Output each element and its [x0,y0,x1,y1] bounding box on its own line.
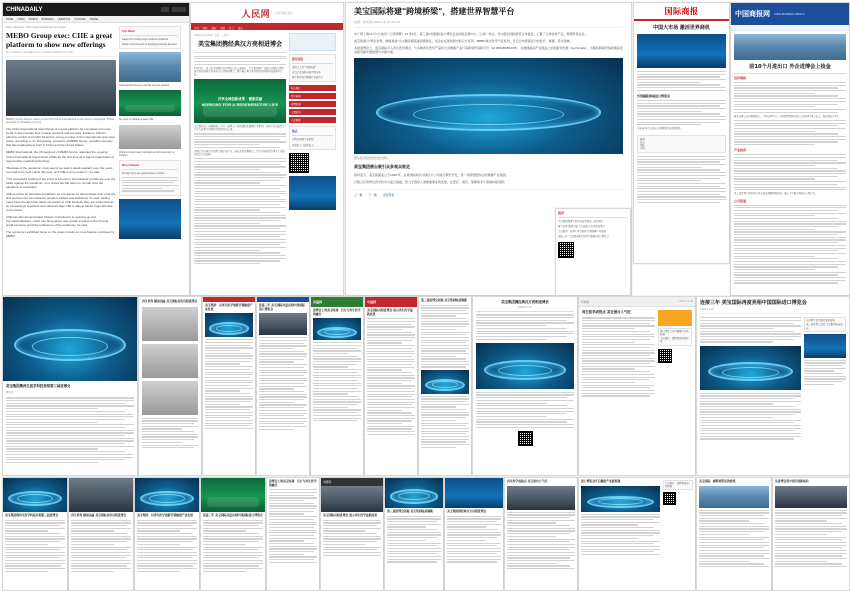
thumb-title[interactable]: 连接三年 美宝国际再度亮相中国国际进口博览会 [259,303,305,311]
byline: 2020-11-09 [700,308,846,314]
paragraph: "The successful holding of the event is a boost to international confidence over the battle against the pandemic, so it shows life will return to normal once the pandemic is controlled." [6,176,116,189]
site-logo: 中国网 [323,481,331,484]
thumb-title[interactable]: 第三届进博会闭幕 美宝集团收获满满 [421,298,467,302]
article-photo [637,34,726,68]
paragraph: 美宝集团是一家集科研、生产、销售于一体的国际化健康产业集团，自创立以来始终专注于人体再生复原科学的研究与应用。 [194,125,285,132]
paragraph-filler [507,512,575,570]
breadcrumb: 2020年11月09日 来源：人民网 [194,34,229,37]
paragraph: 美宝集团以"再生世界、健康美丽"为主题亮相高端消费展区，该企业在现场展出的汉方系列、MEBO再生医学产品系列，开启合作经销活力的医疗、健康、养生领域。 [354,38,573,43]
nav-item[interactable]: CHINA [17,17,25,21]
paragraph: CIIE has also demonstrated China's commitment to opening-up and internationalization, which can bring about new growth impetus to the thriving world economy amid the turbulence of the pandemic, he said. [6,215,109,228]
paragraph: The economy's exhibited focus on the areas include its more feature continues by MEBO. [6,230,115,239]
article-card-renders[interactable] [138,296,202,476]
article-card-r2-orange[interactable] [578,296,696,476]
site-logo: 中国网 [367,300,377,304]
page-title: 连接三年 美宝国际再度亮相中国国际进口博览会 [700,300,807,306]
sidebar-link[interactable]: 美宝集团携再生医学科技亮相第三届进博会 [558,220,604,223]
page-title: 美宝国际将建"跨境桥梁"，搭建世界智慧平台 [354,7,515,16]
paragraph-filler [142,418,198,449]
article-photo [259,313,307,335]
paragraph: 第三届进博会按年累计意向成交规模再创新高，展示了中国市场的巨大吸引力。 [734,192,818,196]
thumb-title[interactable]: 美宝集团：以再生医学创新引领健康产业发展 [137,513,193,517]
render-photo [142,344,198,378]
thumb-title[interactable]: 进口博览会开启健康产业新机遇 [581,479,621,483]
paragraph-filler [637,100,726,125]
article-photo [201,478,265,512]
sidebar-promo-photo[interactable] [289,176,336,210]
qr-code [289,153,309,173]
thumb-title[interactable]: 美宝集团：以再生医学创新引领健康产业发展 [205,303,253,311]
article-photo [321,486,383,512]
article-photo [734,34,846,60]
paragraph-filler [582,317,655,396]
paragraph: The China International Import Expo is a great platform for companies from the world to demonstrate their newest products and services, thanks to China's effective control of COVID-19 and its strong promise to the international open-door policy, according to Xu Rongxiang, president of MEBO Group, a health company that has headquarters both in China and the United States. [6,127,116,148]
thumb-card-9[interactable] [504,477,578,591]
article-card-r2-e[interactable] [418,296,472,476]
paragraph-filler [194,158,286,264]
sidebar-promo-photo[interactable] [119,199,181,239]
paragraph-filler [205,339,253,429]
nav-item[interactable]: 财经 [220,26,226,30]
paragraph-filler [421,396,469,448]
section-heading: 产业纵深 [734,148,747,153]
paragraph: 资料显示，美宝集团成立于1987年，在原国际知名中国汉方公司进行研究开发，是一家跨国型综合的健康产业集团。 [354,172,509,177]
thumb-card-2[interactable] [68,477,134,591]
paragraph-filler [581,514,660,556]
thumb-title[interactable]: 美宝国际：做跨境贸易的桥梁 [699,479,736,483]
thumb-card-11[interactable] [696,477,772,591]
thumb-title[interactable]: 进博会上的美宝时刻：汉方与再生医学的融合 [269,479,317,487]
sidebar-heading: Top News [122,29,136,33]
paragraph-filler [476,314,574,339]
paragraph-filler [259,337,307,430]
nav-item[interactable]: BUSINESS [41,17,54,21]
thumb-title[interactable]: 从进博会看中国开放新格局 [775,479,809,483]
thumb-title[interactable]: 美宝集团携再生医学科技亮相第三届进博会 [6,384,71,388]
paragraph: 今年前10个月进出口规模创历史同期新高 [637,127,681,131]
thumb-title[interactable]: 再生世界 健康美丽 美宝国际首次亮相进博会 [71,513,127,517]
paragraph-filler [71,520,131,572]
sidebar-list[interactable] [804,317,846,331]
paragraph-filler [137,520,197,572]
sidebar-ad[interactable] [658,310,692,326]
banner-text: 共享全球创新成果 · 健康美丽 [217,96,263,101]
chinanews-masthead [731,3,849,25]
thumb-title[interactable]: 美宝国际亮相进博会 展示再生医学最新成果 [367,308,413,316]
nav-item[interactable]: 首页 [194,26,199,30]
sidebar-hot[interactable] [289,126,336,149]
sidebar-link[interactable]: 消费升级催生新供给 [292,138,314,142]
paragraph-filler [421,305,469,368]
section-heading: 公司报道 [734,198,747,203]
sidebar-heading: 推荐阅读 [292,57,304,61]
sidebar-button[interactable]: 专题策划 [289,109,336,115]
sidebar-button[interactable]: 热点排行 [289,85,336,91]
render-photo [142,307,198,341]
article-photo [69,478,133,512]
pager-prev[interactable]: 上一篇 [354,192,363,197]
guojishangbao-logo: 国际商报 [664,6,699,16]
thumb-card-7[interactable] [384,477,444,591]
sidebar-photo[interactable] [119,125,181,149]
thumb-title[interactable]: 美宝集团携经典汉方亮相进博会 [447,509,487,513]
paragraph-filler [700,393,801,440]
paragraph-filler [447,516,501,563]
people-logo-sub: 人民日报社主办 [274,12,293,15]
thumb-title[interactable]: 连接三年 美宝国际再度亮相中国国际进口博览会 [203,513,263,517]
thumb-title[interactable]: 第三届进博会闭幕 美宝集团收获满满 [387,509,433,513]
paragraph: 海关总署公布的数据显示，今年前10个月，我国货物贸易进出口总值25.95万亿元，同比增长1.1%。 [734,114,841,118]
sidebar-button[interactable]: 人民健康 [289,117,336,123]
article-photo-expo-booth [700,346,801,390]
sidebar-link[interactable]: 进口博览会开启健康产业新机遇 [660,330,689,337]
article-photo [6,60,116,116]
nav-item[interactable]: WORLD [28,17,38,21]
sidebar-recommend[interactable] [289,54,336,82]
sidebar-ad[interactable] [289,33,336,51]
paragraph-filler [804,360,846,385]
section-heading: 经济观察 [734,76,747,80]
thumb-card-8[interactable] [444,477,504,591]
paragraph: 以整合应用再生医学技术为复合基础，致力于推动人类健康事业的发展，在医疗、美容、保健等多个领域持续创新。 [354,179,508,184]
sidebar-link[interactable]: Nation to be focused on boosting domestic demand [122,43,177,47]
section-subheading: 美宝集团展台吸引众多观众驻足 [354,163,410,169]
site-logo: 凤凰网 [313,300,323,304]
sidebar-link[interactable]: 从进博会看中国开放新格局 [806,319,835,323]
article-photo [385,478,443,508]
thumb-date: 2020-11-08 [679,300,693,303]
sidebar-link[interactable]: Gaps of 37 cutting-edge vaccines produced [122,38,169,41]
sidebar-link[interactable]: 进博会上的"中国机遇" [292,66,316,69]
nav-item[interactable]: 国际 [211,26,217,30]
people-masthead [191,3,343,25]
section-link[interactable]: 国际 [640,143,645,147]
thumb-card-4[interactable] [200,477,266,591]
page-title: 美宝集团携经典汉方亮相进博会 [197,41,282,48]
paragraph-filler [734,82,846,113]
section-link[interactable]: 综合 [640,140,645,144]
paragraph-filler [637,156,726,203]
sidebar-most-viewed[interactable] [119,160,181,196]
article-photo [445,478,503,508]
pager-next[interactable]: 下一篇 [368,192,377,197]
site-logo: 环球网 [581,300,589,304]
sidebar-link[interactable]: 美宝国际：做跨境贸易的桥梁 [660,337,689,344]
sidebar-top-news[interactable] [119,26,181,49]
nav-item[interactable]: 时政 [202,26,208,30]
thumb-title[interactable]: 再生医学成热点 美宝展台人气旺 [507,479,548,483]
sidebar-button-list[interactable] [289,85,336,123]
sidebar-link[interactable]: 再生医学成为健康产业新风口 [292,76,324,80]
sidebar-link[interactable]: Foreign firms see opportunities in China [122,171,165,175]
header-ad-slot [161,7,169,12]
paragraph: MEBO International, the US segment of MEBO Group, attended the ongoing China International Import Expo (CIIE) for the first time as a signal organization of regenerative medical technology. [6,150,115,163]
article-photo [775,486,847,508]
qr-code [658,349,672,363]
paragraph-filler [734,205,846,284]
thumb-source: 搜狐网 [6,391,14,395]
paragraph: "Because of the pandemic, most teams we said in detail regularly over the years now had to be held online this year, and CIIE is an exception," Xu said. [6,165,113,174]
banner-text-en: WORKING FOR A REGENERATIVE LIFE [201,102,279,107]
chinanews-logo: 中国商报网 [735,10,770,18]
chinadaily-nav[interactable] [3,16,189,23]
sidebar-link[interactable]: 连接三年 美宝国际再度亮相中国国际进口博览会 [558,235,609,239]
sidebar-heading: 推荐 [558,211,565,215]
sidebar-list[interactable] [658,328,692,346]
article-card-chinadaily[interactable] [2,2,190,296]
paragraph-filler [387,516,441,563]
sidebar-sections[interactable] [637,135,726,154]
article-photo [135,478,199,512]
sidebar-photo[interactable] [119,52,181,82]
qr-code [518,431,533,446]
paragraph: 进博会为全球企业提供了展示新产品、新技术的重要窗口，也为中国消费者带来了更加丰富多元的选择。 [194,150,285,157]
sidebar-filler [122,177,178,192]
sidebar-heading: 热点 [292,129,298,134]
paragraph-filler [367,318,415,435]
paragraph-filler [323,520,381,556]
sidebar-link[interactable]: 第三届进博会闭幕 美宝集团收获满满 [806,323,843,330]
article-card-r2-a[interactable] [202,296,256,476]
lead-paragraph-filler [194,56,286,65]
paragraph-filler [734,154,846,190]
sidebar-heading: Most Viewed [122,162,139,167]
paragraph: 11月5日，第三届中国国际进口博览会在上海举行。美宝集团旗下美国美宝国际以再生医学科技创新企业身份首次亮相进博会，集中展示再生医学领域的创新科技成果与产品。 [194,66,285,76]
thumb-card-5[interactable] [266,477,320,591]
sidebar-link[interactable]: Six cups of multiple at least CIIE [119,118,154,122]
article-photo-expo-booth [3,297,137,381]
page-title: 中国大市场 激活世界商机 [653,25,710,31]
breadcrumb[interactable]: Home / Business / Third China International Import Expo [6,26,66,29]
article-card-guojishangbao[interactable] [633,2,730,264]
nav-item[interactable]: CULTURE [74,17,86,21]
chinadaily-masthead [3,3,189,16]
nav-item[interactable]: HOME [6,17,14,21]
article-card-r2-right[interactable] [696,296,850,476]
sidebar-button[interactable]: 图片新闻 [289,93,336,99]
sidebar-link[interactable]: 外资企业加码布局中国市场 [292,71,321,75]
nav-item[interactable]: 社会 [229,26,234,30]
qr-code [663,492,676,505]
thumb-card-6[interactable] [320,477,384,591]
paragraph-filler [699,510,769,568]
sidebar-link[interactable]: 再生世界 健康美丽 美宝国际首次亮相进博会 [558,225,605,229]
article-photo [421,370,469,394]
thumb-date: 2020-11-07 [518,306,532,310]
header-search-box[interactable] [172,7,186,12]
paragraph-filler [637,71,726,91]
paragraph-filler [5,520,65,572]
sidebar-photo[interactable] [119,90,181,116]
thumb-title[interactable]: 进博会上的美宝时刻：汉方与再生医学的融合 [313,308,361,316]
sidebar-link[interactable]: China's foreign trade maintains growth momentum in October [119,150,175,157]
thumb-title[interactable]: 再生医学成热点 美宝展台人气旺 [582,310,631,314]
article-card-r2-xinhua[interactable] [472,296,578,476]
sidebar-link[interactable]: Netherlands first-ever road 3D-element mission [119,84,170,88]
paragraph: CIIE provides an educational platform for companies to demonstrate their products and services but can enhance people's welfare and livelihood, Xu said, adding many have brought their latest innovation to CIIE because they are aware that as an increasingly important international stage CIIE is able to attract huge attention to the world. [6,191,116,213]
people-logo: 人民网 [241,9,271,20]
photo-caption: 图为美宝集团进博会展台现场。 [354,156,391,160]
thumb-title[interactable]: 美宝国际亮相进博会 展示再生医学最新成果 [323,513,378,517]
article-card-chinanews[interactable] [730,2,850,296]
nav-item[interactable]: LIFESTYLE [57,17,71,21]
qr-code [558,242,574,258]
sidebar-link[interactable]: 开放的大门越开越大 [292,143,314,147]
article-pager[interactable] [354,189,623,197]
paragraph-filler [203,520,263,572]
thumb-title[interactable]: 再生世界 健康美丽 美宝国际首次亮相进博会 [142,299,198,303]
paragraph-filler [194,133,286,148]
article-photo [507,486,575,510]
sidebar-button[interactable]: 视频报道 [289,101,336,107]
article-photo [699,486,769,508]
paragraph-filler [734,120,846,145]
sidebar-list[interactable] [663,480,693,490]
thumb-title[interactable]: 美宝集团携经典汉方亮相进博会 [501,300,549,304]
paragraph-filler [269,489,317,563]
thumb-card-3[interactable] [134,477,200,591]
sidebar-link[interactable]: 美宝集团：以再生医学创新引领健康产业发展 [558,230,606,234]
section-subheading: 外资踊跃参展进口博览会 [637,94,671,98]
nav-item[interactable]: TRAVEL [89,17,99,21]
sidebar-card-xinhua-related[interactable] [555,208,631,296]
article-card-people-cn[interactable] [190,2,344,296]
sidebar-link[interactable]: 美宝国际：做跨境贸易的桥梁 [665,482,689,489]
paragraph: 中广网上海11月7日电讯（记者周辉）11月6日，第三届中国国际进口博览会在国家会展中心（上海）举行，作为吸引国际经贸合作盛会，汇聚了全球优质产品，展现贸易企业。 [354,31,588,36]
section-link[interactable]: 要闻 [640,137,645,141]
article-photo-expo-booth [476,343,574,389]
paragraph-filler [6,397,134,463]
chinanews-logo-sub: CHINA BUSINESS HERALD [774,12,805,16]
thumb-card-10[interactable] [578,477,696,591]
article-card-expo-left[interactable] [2,296,138,476]
article-photo-banner [194,79,286,123]
article-card-r2-b[interactable] [256,296,310,476]
paragraph-filler [313,342,361,421]
byline: 来源：新华网 2020-11-07 09:14 [354,20,623,28]
article-photo [205,313,253,337]
thumb-card-12[interactable] [772,477,850,591]
article-card-r2-c[interactable] [310,296,364,476]
byline: By Liu Zhihua | chinadaily.com.cn | Updated: 2020-11-07 17:00 [6,51,116,57]
photo-caption: MEBO's booth attracts visitors at the third China International Import Expo in Shanghai. [Photo provided to chinadaily.com.cn] [6,118,115,125]
article-photo-expo-booth [354,58,623,154]
thumb-title[interactable]: 美宝集团携再生医学科技亮相第三届进博会 [5,513,59,517]
paragraph-filler [700,317,801,342]
page-title: MEBO Group exec: CIIE a great platform to show new offerings [6,31,113,49]
paragraph-filler [775,510,847,568]
nav-item[interactable]: 法治 [237,26,243,30]
article-card-r2-d[interactable] [364,296,418,476]
article-photo [581,486,660,512]
page-title: 前10个月进出口 外企进博会上捡金 [749,64,831,70]
render-photo [142,381,198,415]
sidebar-photo[interactable] [804,334,846,358]
article-photo [313,318,361,340]
thumb-card-1[interactable] [2,477,68,591]
pager-back[interactable]: 返回列表 [382,192,395,197]
section-link[interactable]: 市场 [640,146,645,150]
paragraph-filler [476,392,574,428]
chinadaily-logo: CHINADAILY [6,6,43,13]
article-photo [3,478,67,512]
paragraph: 本届进博会上，美宝国际引入再生医学理念，与多种再生医学产品和大众健康产业打造跨境贸易新平台（GI REGENERATE），在健康美丽产业链条上的创新和发展（Gymnate），为服务跨境贸易的国际化进程贡献中国智慧与中国方案。 [354,45,623,54]
